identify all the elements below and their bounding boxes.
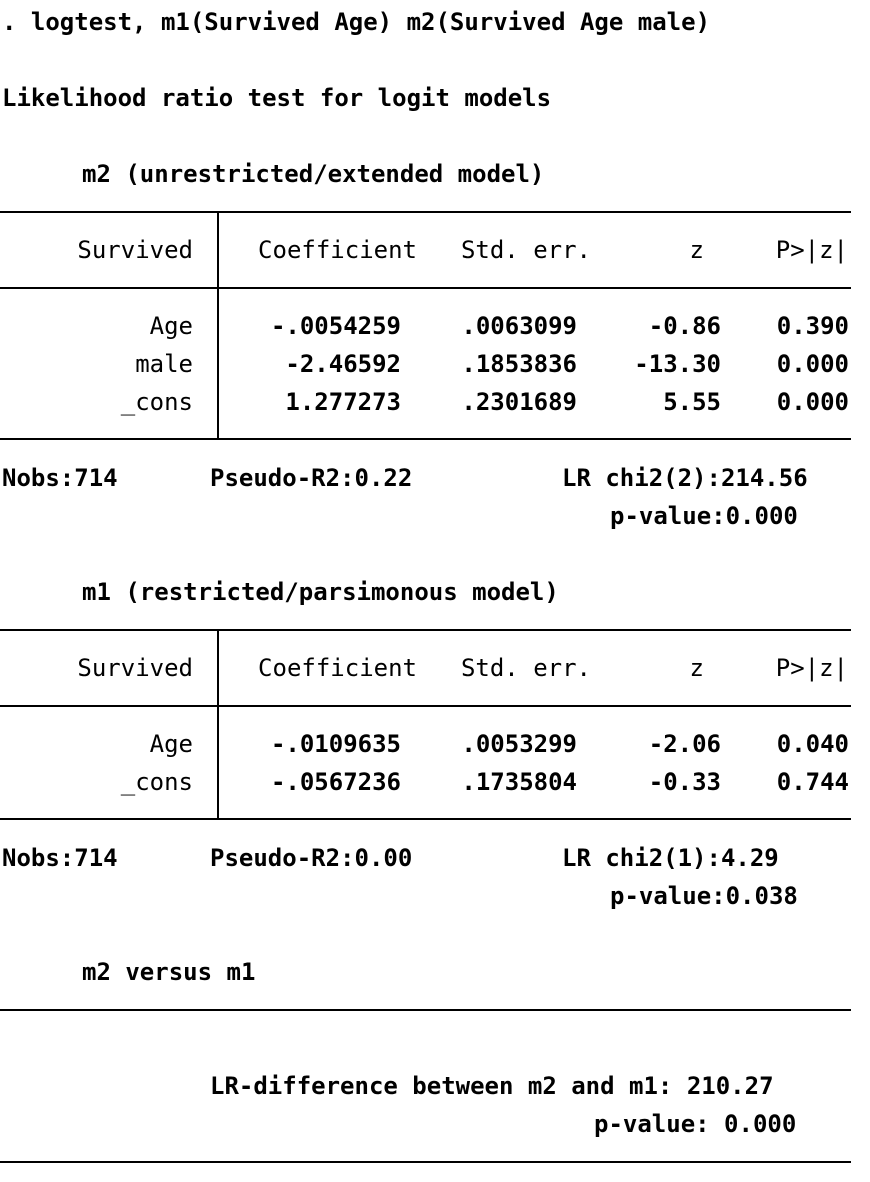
row-var: _cons: [120, 388, 193, 416]
m2-lr-chi2: LR chi2(2):214.56: [562, 464, 808, 492]
row-z: -2.06: [648, 730, 721, 758]
m1-header-coef: Coefficient: [258, 654, 417, 682]
m2-header-z: z: [689, 236, 704, 264]
m2-header-rule: [0, 287, 851, 289]
m1-table-bottom-rule: [0, 818, 851, 820]
m1-header-se: Std. err.: [460, 654, 591, 682]
m1-header-p: P>|z|: [775, 654, 848, 682]
row-var: male: [135, 350, 193, 378]
comparison-bottom-rule: [0, 1161, 851, 1163]
m2-header-se: Std. err.: [460, 236, 591, 264]
row-coef: 1.277273: [285, 388, 401, 416]
m1-title: m1 (restricted/parsimonous model): [82, 578, 559, 606]
row-se: .0063099: [461, 312, 577, 340]
m1-table-top-rule: [0, 629, 851, 631]
command-line: . logtest, m1(Survived Age) m2(Survived Age male): [2, 8, 711, 36]
row-var: Age: [149, 730, 193, 758]
row-p: 0.390: [776, 312, 849, 340]
row-se: .1735804: [461, 768, 577, 796]
m1-header-rule: [0, 705, 851, 707]
row-p: 0.040: [776, 730, 849, 758]
m1-nobs: Nobs:714: [2, 844, 118, 872]
m2-header-var: Survived: [77, 236, 193, 264]
m2-title: m2 (unrestricted/extended model): [82, 160, 545, 188]
comparison-title: m2 versus m1: [82, 958, 256, 986]
row-se: .1853836: [461, 350, 577, 378]
m1-lr-chi2: LR chi2(1):4.29: [562, 844, 779, 872]
row-coef: -.0054259: [270, 312, 401, 340]
row-var: _cons: [120, 768, 193, 796]
row-coef: -.0567236: [270, 768, 401, 796]
row-coef: -.0109635: [270, 730, 401, 758]
m1-pseudo-r2: Pseudo-R2:0.00: [210, 844, 413, 872]
row-p: 0.744: [776, 768, 849, 796]
row-z: 5.55: [663, 388, 721, 416]
m2-header-p: P>|z|: [775, 236, 848, 264]
row-p: 0.000: [776, 388, 849, 416]
comparison-top-rule: [0, 1009, 851, 1011]
m1-header-var: Survived: [77, 654, 193, 682]
comparison-p-value: p-value: 0.000: [594, 1110, 797, 1138]
m2-table-bottom-rule: [0, 438, 851, 440]
row-var: Age: [149, 312, 193, 340]
row-se: .0053299: [461, 730, 577, 758]
row-se: .2301689: [461, 388, 577, 416]
m2-p-value: p-value:0.000: [610, 502, 798, 530]
m2-nobs: Nobs:714: [2, 464, 118, 492]
m2-pseudo-r2: Pseudo-R2:0.22: [210, 464, 413, 492]
row-p: 0.000: [776, 350, 849, 378]
m2-header-coef: Coefficient: [258, 236, 417, 264]
row-z: -0.33: [648, 768, 721, 796]
lr-difference: LR-difference between m2 and m1: 210.27: [210, 1072, 774, 1100]
m2-table-top-rule: [0, 211, 851, 213]
row-z: -0.86: [648, 312, 721, 340]
row-coef: -2.46592: [285, 350, 401, 378]
results-heading: Likelihood ratio test for logit models: [2, 84, 552, 112]
row-z: -13.30: [634, 350, 721, 378]
m1-header-z: z: [689, 654, 704, 682]
m1-p-value: p-value:0.038: [610, 882, 798, 910]
